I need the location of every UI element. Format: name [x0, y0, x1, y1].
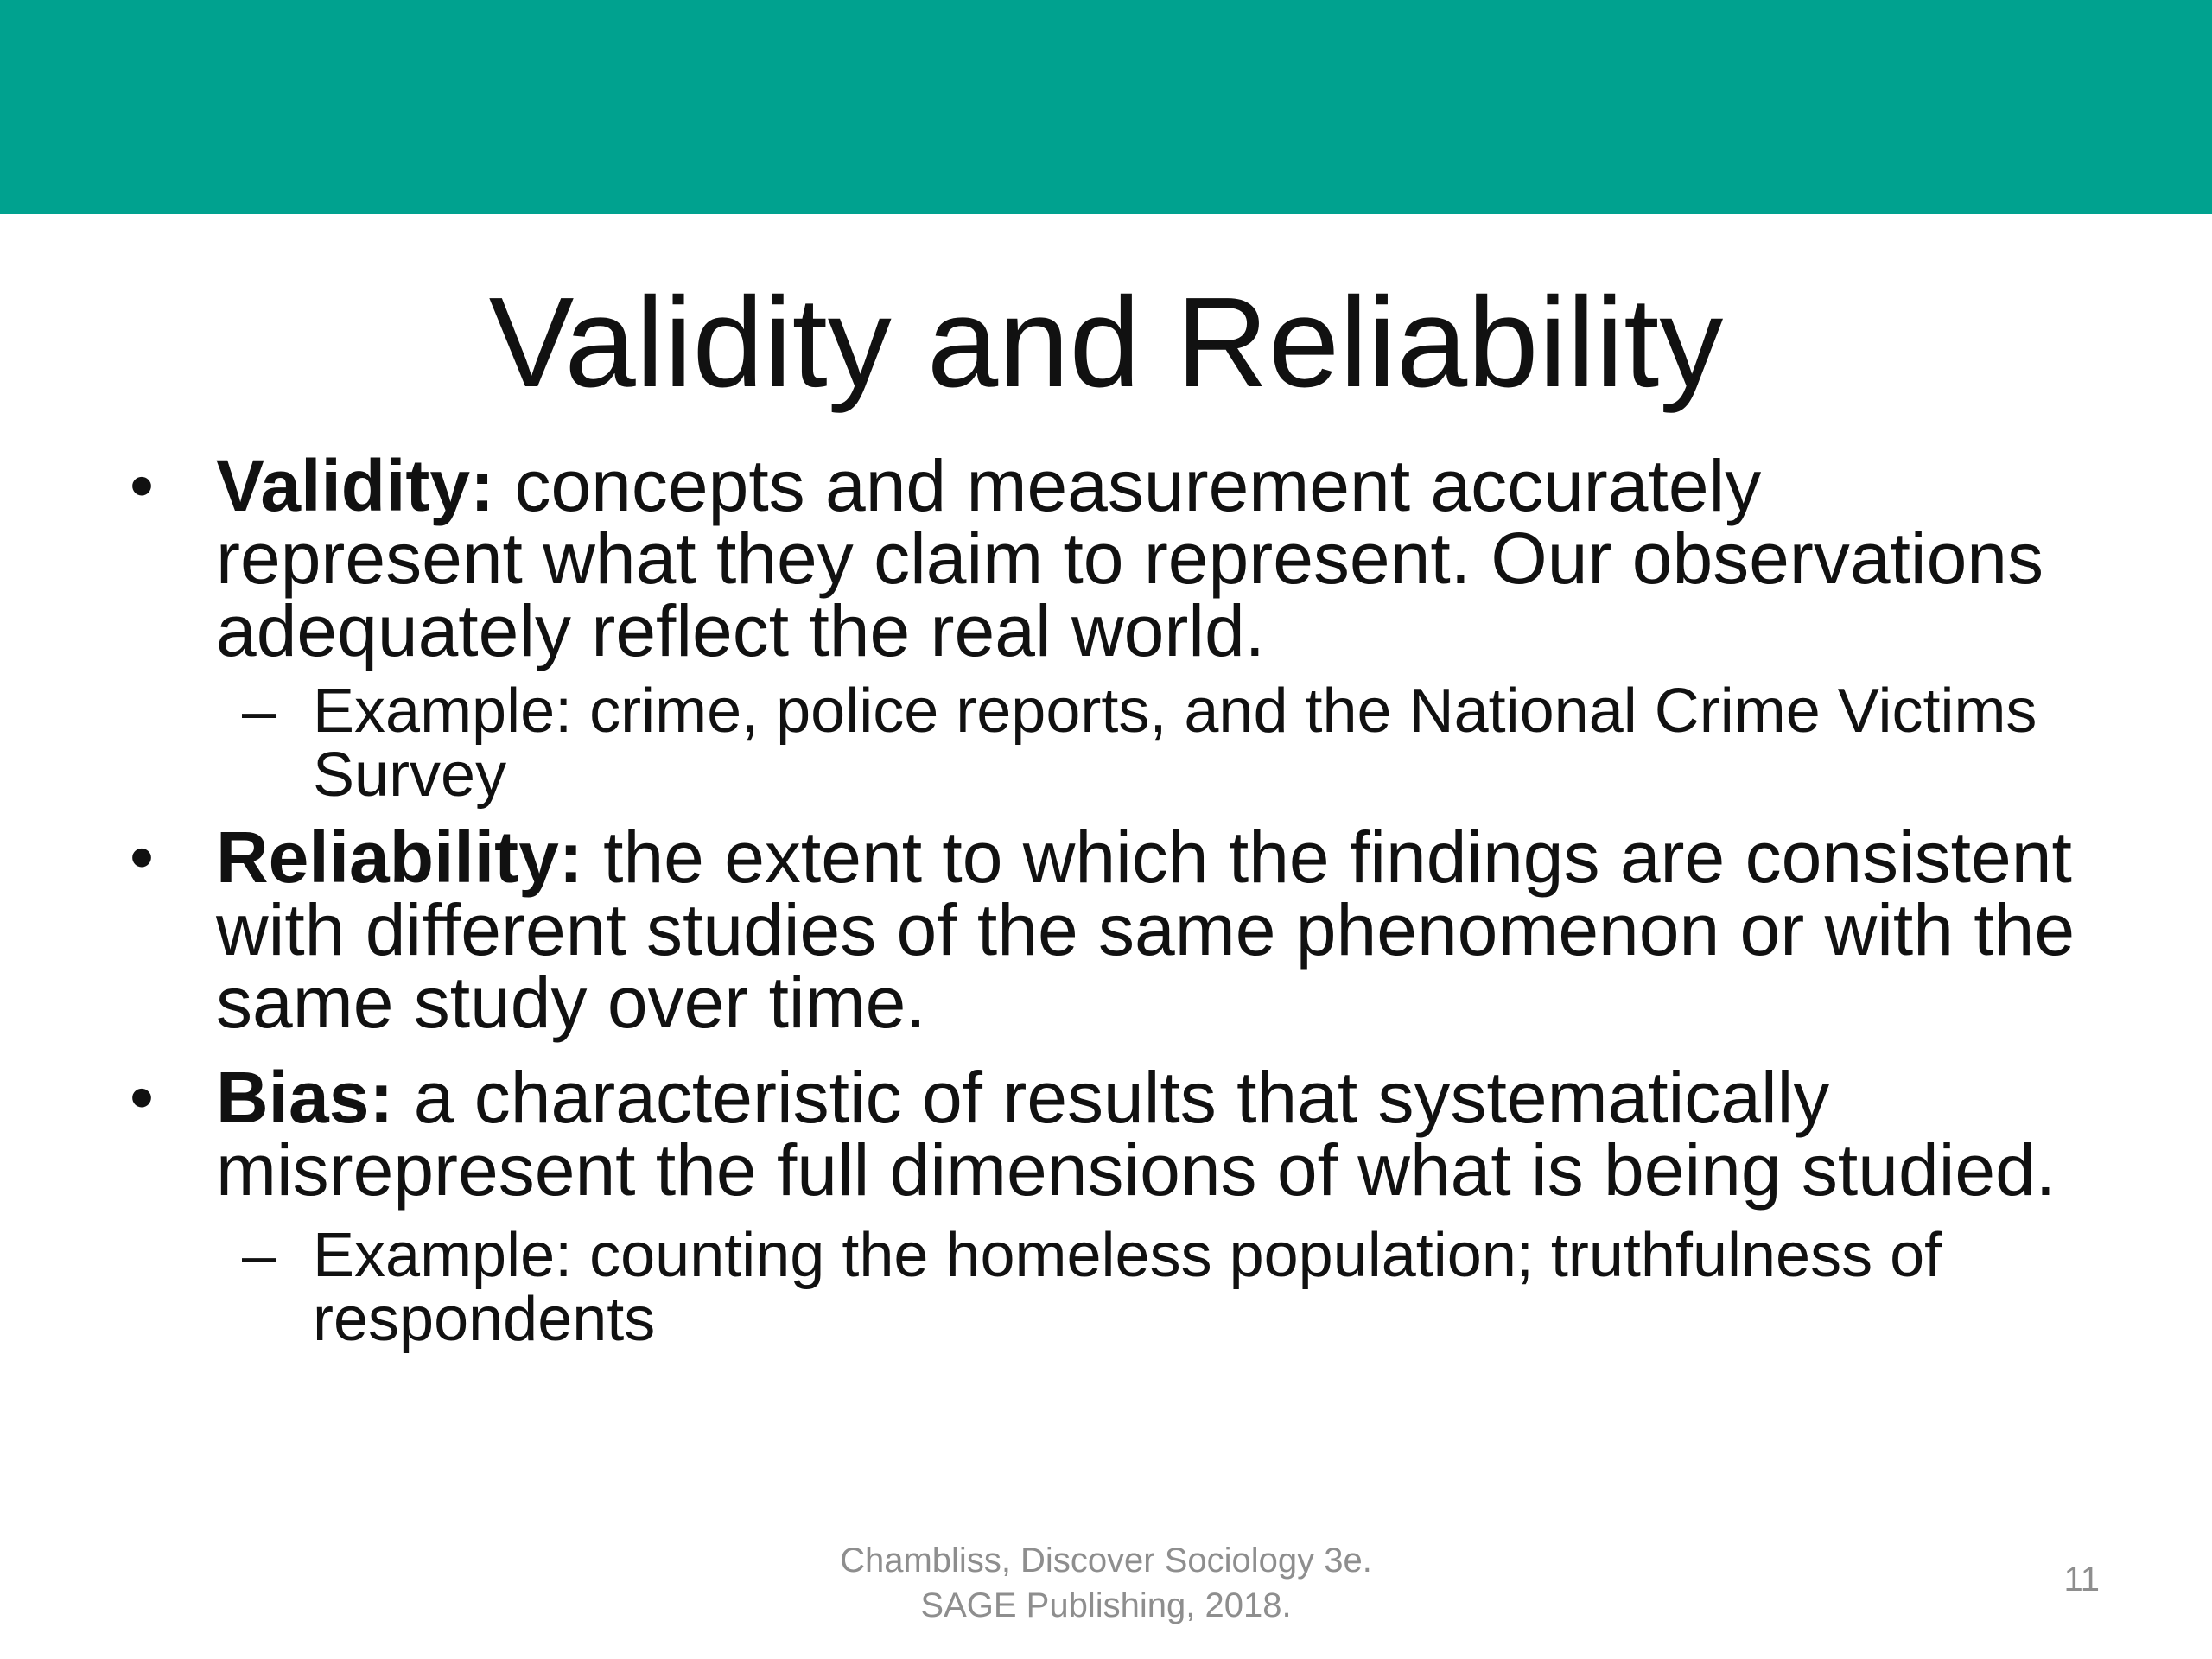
sub-bullet-text: Example: crime, police reports, and the National Crime Victims Survey: [313, 677, 2037, 810]
footer-line-1: Chambliss, Discover Sociology 3e.: [840, 1541, 1372, 1580]
slide-body: [130, 445, 2082, 1354]
footer-citation: [674, 1538, 1538, 1628]
bullet-text: a characteristic of results that systematically misrepresent the full dimensions of what is being studied.: [216, 1057, 2056, 1211]
bullet-marker: •: [130, 447, 155, 524]
bullet-reliability: [130, 817, 2082, 1043]
footer-line-2: SAGE Publishing, 2018.: [920, 1586, 1292, 1624]
sub-bullet-marker: –: [242, 1221, 277, 1290]
sub-bullet-validity-example: [130, 677, 2082, 810]
page-number: 11: [2063, 1560, 2100, 1599]
bullet-bias: [130, 1057, 2082, 1211]
bullet-text: concepts and measurement accurately represent what they claim to represent. Our observations adequately reflect the real world.: [216, 445, 2044, 671]
bullet-text: the extent to which the findings are consistent with different studies of the same phenomenon or with the same study over time.: [216, 817, 2075, 1043]
sub-bullet-bias-example: [130, 1221, 2082, 1354]
header-band: [0, 0, 2212, 214]
bullet-validity: [130, 445, 2082, 671]
bullet-term: Bias:: [216, 1057, 394, 1138]
sub-bullet-text: Example: counting the homeless population; truthfulness of respondents: [313, 1221, 1942, 1354]
bullet-term: Reliability:: [216, 817, 583, 898]
bullet-term: Validity:: [216, 445, 495, 526]
slide-title: Validity and Reliability: [488, 271, 1724, 414]
bullet-marker: •: [130, 818, 155, 895]
sub-bullet-marker: –: [242, 677, 277, 746]
bullet-marker: •: [130, 1058, 155, 1135]
